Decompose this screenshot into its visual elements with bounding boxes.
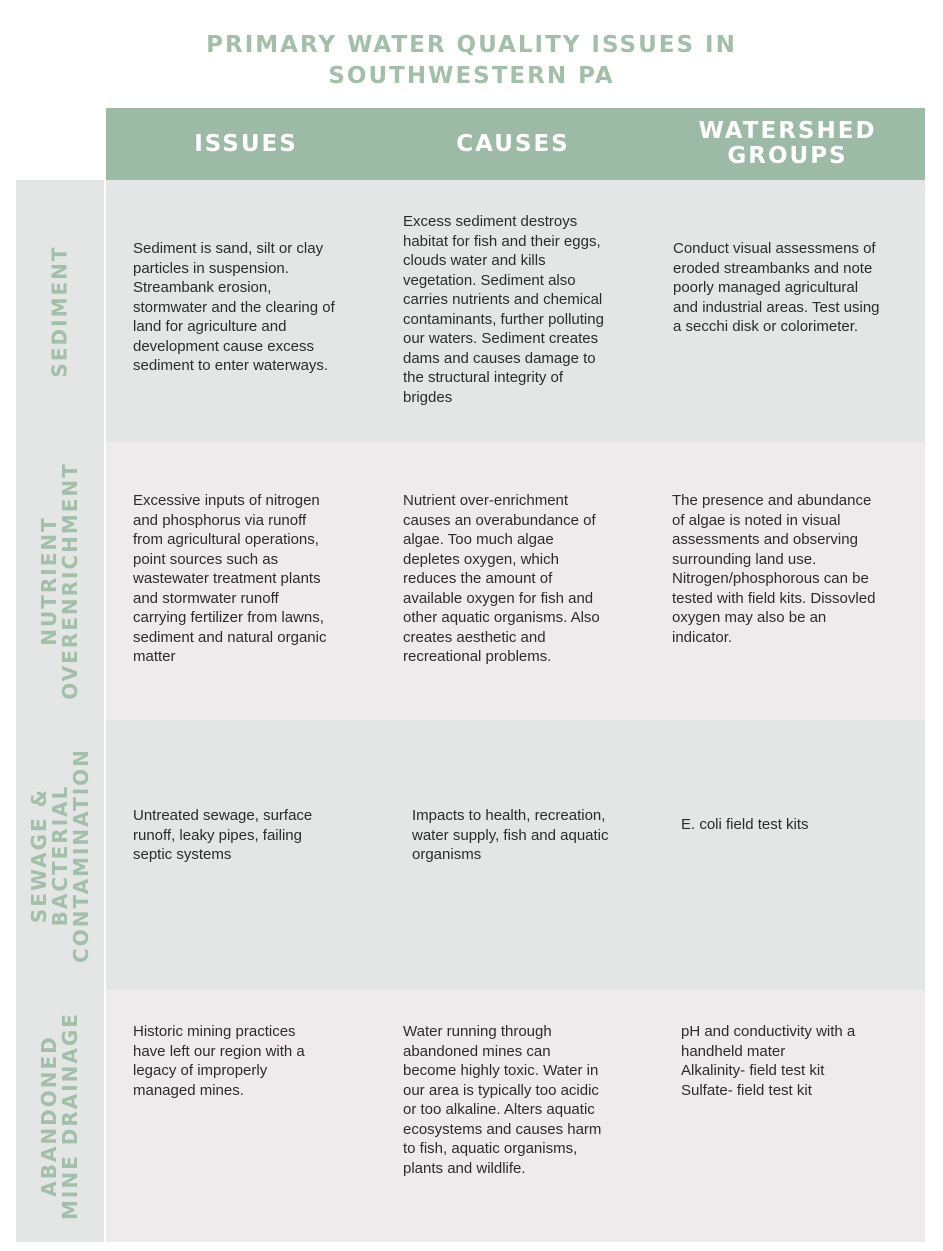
cell-text-line: indicator. bbox=[672, 628, 733, 646]
cell-text-line: Sulfate- field test kit bbox=[681, 1081, 812, 1099]
cell-text-line: oxygen may also be an bbox=[672, 609, 827, 626]
row-label-abandoned-mine-drainage bbox=[16, 990, 104, 1242]
sediment-groups-cell bbox=[673, 239, 880, 337]
cell-text-line: our area is typically too acidic bbox=[403, 1081, 599, 1099]
cell-text-line: Impacts to health, recreation, bbox=[412, 807, 606, 824]
cell-text-line: algae. Too much algae bbox=[403, 531, 554, 548]
cell-text-line: a secchi disk or colorimeter. bbox=[673, 318, 859, 335]
cell-text-line: water supply, fish and aquatic bbox=[412, 826, 609, 844]
cell-text-line: abandoned mines can bbox=[403, 1042, 551, 1060]
cell-text-line: contaminants, further polluting bbox=[403, 310, 604, 328]
cell-text-line: carries nutrients and chemical bbox=[403, 291, 603, 308]
cell-text-line: vegetation. Sediment also bbox=[403, 271, 576, 289]
cell-text-line: sediment to enter waterways. bbox=[133, 357, 329, 374]
cell-text-line: carrying fertilizer from lawns, bbox=[133, 609, 324, 626]
cell-text-line: available oxygen for fish and bbox=[403, 589, 594, 607]
cell-text-line: the structural integrity of bbox=[403, 369, 564, 386]
cell-text-line: Excess sediment destroys bbox=[403, 213, 578, 230]
row-label-text: SEWAGE & bbox=[26, 787, 51, 923]
cell-text-line: become highly toxic. Water in bbox=[403, 1062, 599, 1079]
cell-text-line: particles in suspension. bbox=[133, 259, 289, 277]
cell-text-line: eroded streambanks and note bbox=[673, 259, 873, 277]
cell-text-line: or too alkaline. Alters aquatic bbox=[403, 1101, 595, 1118]
cell-text-line: Excessive inputs of nitrogen bbox=[133, 492, 320, 509]
cell-text-line: organisms bbox=[412, 846, 482, 863]
cell-text-line: land for agriculture and bbox=[133, 318, 287, 335]
cell-text-line: clouds water and kills bbox=[403, 252, 546, 269]
row-label-text: SEDIMENT bbox=[47, 244, 72, 378]
row-label-text: NUTRIENT bbox=[37, 516, 62, 646]
sediment-issues-cell bbox=[133, 239, 335, 376]
table-header bbox=[106, 108, 925, 180]
nutrient-causes-cell bbox=[403, 491, 600, 667]
cell-text-line: Nitrogen/phosphorous can be bbox=[672, 570, 869, 587]
sewage-groups-cell bbox=[681, 815, 809, 835]
sewage-causes-cell bbox=[412, 806, 609, 865]
row-label-text: OVERENRICHMENT bbox=[58, 462, 83, 700]
page-title bbox=[0, 30, 943, 92]
cell-text-line: tested with field kits. Dissovled bbox=[672, 589, 876, 607]
cell-text-line: plants and wildlife. bbox=[403, 1159, 526, 1177]
cell-text-line: from agricultural operations, bbox=[133, 531, 319, 548]
cell-text-line: assessments and observing bbox=[672, 531, 858, 548]
nutrient-issues-cell bbox=[133, 491, 326, 667]
row-label-text: CONTAMINATION bbox=[68, 747, 93, 963]
cell-text-line: depletes oxygen, which bbox=[403, 550, 559, 568]
header-causes: CAUSES bbox=[456, 130, 570, 157]
cell-text-line: Water running through bbox=[403, 1023, 552, 1040]
header-watershed-line-2: GROUPS bbox=[727, 143, 848, 169]
cell-text-line: stormwater and the clearing of bbox=[133, 298, 335, 316]
row-label-text: MINE DRAINAGE bbox=[58, 1012, 82, 1220]
cell-text-line: surrounding land use. bbox=[672, 550, 817, 568]
cell-text-line: of algae is noted in visual bbox=[672, 511, 841, 529]
mine-drainage-issues-cell bbox=[133, 1022, 305, 1100]
header-watershed-groups bbox=[650, 108, 925, 180]
page-title-line-1: PRIMARY WATER QUALITY ISSUES IN bbox=[206, 32, 737, 58]
cell-text-line: Untreated sewage, surface bbox=[133, 807, 313, 824]
cell-text-line: and industrial areas. Test using bbox=[673, 298, 880, 316]
page-title-line-2: SOUTHWESTERN PA bbox=[328, 63, 615, 89]
cell-text-line: Alkalinity- field test kit bbox=[681, 1062, 825, 1079]
nutrient-groups-cell bbox=[672, 491, 875, 647]
cell-text-line: brigdes bbox=[403, 388, 453, 406]
cell-text-line: wastewater treatment plants bbox=[133, 570, 321, 587]
row-label-sewage-bacterial-contamination bbox=[16, 720, 104, 990]
cell-text-line: to fish, aquatic organisms, bbox=[403, 1140, 578, 1157]
cell-text-line: habitat for fish and their eggs, bbox=[403, 232, 601, 250]
cell-text-line: Streambank erosion, bbox=[133, 279, 272, 296]
cell-text-line: pH and conductivity with a bbox=[681, 1023, 856, 1040]
cell-text-line: The presence and abundance bbox=[672, 492, 872, 509]
header-issues: ISSUES bbox=[194, 130, 298, 157]
cell-text-line: creates aesthetic and bbox=[403, 628, 546, 646]
cell-text-line: managed mines. bbox=[133, 1081, 244, 1099]
cell-text-line: Historic mining practices bbox=[133, 1023, 296, 1040]
cell-text-line: matter bbox=[133, 648, 176, 665]
sediment-causes-cell bbox=[403, 212, 604, 407]
cell-text-line: reduces the amount of bbox=[403, 570, 553, 587]
cell-text-line: E. coli field test kits bbox=[681, 816, 809, 833]
sewage-issues-cell bbox=[133, 806, 312, 865]
cell-text-line: and stormwater runoff bbox=[133, 589, 279, 607]
cell-text-line: ecosystems and causes harm bbox=[403, 1120, 602, 1138]
cell-text-line: runoff, leaky pipes, failing bbox=[133, 826, 302, 844]
cell-text-line: Nutrient over-enrichment bbox=[403, 492, 569, 509]
mine-drainage-causes-cell bbox=[403, 1022, 601, 1178]
row-label-text: ABANDONED bbox=[37, 1035, 61, 1197]
row-label-nutrient-overenrichment bbox=[16, 442, 104, 720]
cell-text-line: Sediment is sand, silt or clay bbox=[133, 240, 324, 257]
cell-text-line: handheld mater bbox=[681, 1042, 786, 1060]
cell-text-line: poorly managed agricultural bbox=[673, 279, 859, 296]
cell-text-line: Conduct visual assessmens of bbox=[673, 240, 876, 257]
mine-drainage-groups-cell bbox=[681, 1022, 855, 1100]
cell-text-line: sediment and natural organic bbox=[133, 628, 327, 646]
row-label-text: BACTERIAL bbox=[47, 784, 72, 926]
cell-text-line: dams and causes damage to bbox=[403, 349, 596, 367]
cell-text-line: other aquatic organisms. Also bbox=[403, 609, 600, 626]
cell-text-line: our waters. Sediment creates bbox=[403, 330, 599, 347]
cell-text-line: causes an overabundance of bbox=[403, 511, 596, 529]
cell-text-line: point sources such as bbox=[133, 550, 279, 568]
cell-text-line: septic systems bbox=[133, 846, 232, 863]
cell-text-line: have left our region with a bbox=[133, 1042, 305, 1060]
row-label-sediment bbox=[16, 180, 104, 442]
cell-text-line: legacy of improperly bbox=[133, 1062, 268, 1079]
cell-text-line: recreational problems. bbox=[403, 648, 552, 665]
header-watershed-line-1: WATERSHED bbox=[698, 118, 877, 144]
cell-text-line: and phosphorus via runoff bbox=[133, 511, 307, 529]
cell-text-line: development cause excess bbox=[133, 337, 314, 355]
